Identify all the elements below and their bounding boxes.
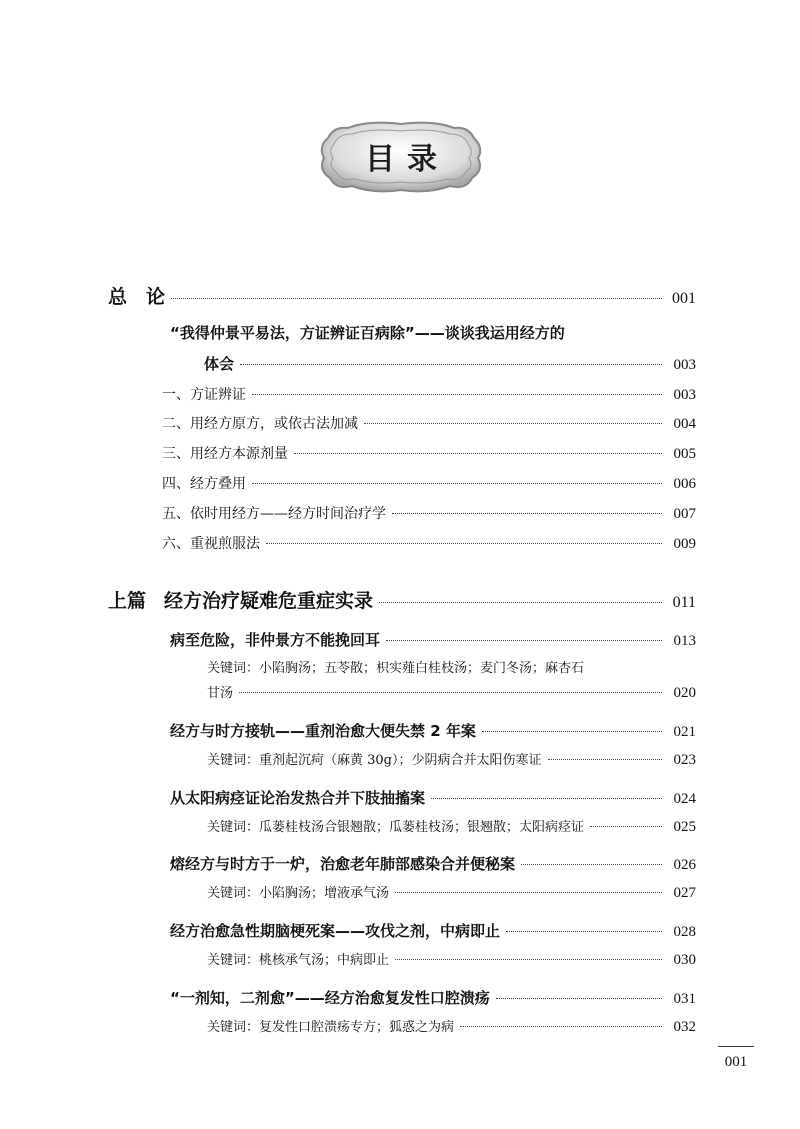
leader-dots <box>482 731 662 732</box>
leader-dots <box>431 798 662 799</box>
toc-entry-general-item[interactable] <box>162 413 696 433</box>
leader-dots <box>548 759 663 760</box>
keywords-text: 甘汤 <box>207 686 234 701</box>
toc-keywords[interactable] <box>207 949 696 969</box>
leader-dots <box>364 423 662 424</box>
toc-keywords[interactable] <box>207 682 696 702</box>
keywords-text: 关键词：小陷胸汤；增液承气汤 <box>207 886 390 901</box>
toc-entry-title: 五、依时用经方——经方时间治疗学 <box>162 506 386 522</box>
keywords-page: 032 <box>673 1019 696 1035</box>
keywords-text: 关键词：瓜蒌桂枝汤合银翘散；瓜蒌桂枝汤；银翘散；太阳病痉证 <box>207 820 585 835</box>
toc-entry-case[interactable] <box>170 853 696 874</box>
toc-entry-page: 011 <box>672 594 696 611</box>
toc-entry-page: 026 <box>673 857 696 873</box>
toc-entry-title: 体会 <box>204 355 235 373</box>
leader-dots <box>240 364 662 365</box>
leader-dots <box>395 959 662 960</box>
part-label: 上篇 <box>108 590 147 612</box>
toc-entry-page: 006 <box>673 476 696 492</box>
leader-dots <box>395 892 662 893</box>
leader-dots <box>496 998 662 999</box>
keywords-line1: 关键词：小陷胸汤；五苓散；枳实薤白桂枝汤；麦门冬汤；麻杏石 <box>207 661 585 676</box>
toc-entry-page: 024 <box>673 791 696 807</box>
leader-dots <box>379 602 662 603</box>
toc-heading: 目录 <box>365 142 449 177</box>
toc-keywords[interactable] <box>207 749 696 769</box>
leader-dots <box>521 864 662 865</box>
keywords-page: 020 <box>673 685 696 701</box>
toc-entry-title: 二、用经方原方，或依古法加减 <box>162 416 358 432</box>
toc-entry-general[interactable] <box>108 282 696 309</box>
toc-entry-page: 028 <box>673 924 696 940</box>
toc-entry-general-item[interactable] <box>204 353 696 374</box>
toc-entry-general-item[interactable] <box>162 503 696 523</box>
toc-entry-case[interactable] <box>170 720 696 741</box>
keywords-page: 023 <box>673 752 696 768</box>
toc-entry-part1[interactable] <box>108 586 696 613</box>
toc-entry-page: 001 <box>672 290 696 307</box>
keywords-text: 关键词：桃核承气汤；中病即止 <box>207 953 390 968</box>
keywords-page: 030 <box>673 952 696 968</box>
toc-entry-general-item[interactable] <box>162 384 696 404</box>
toc-keywords[interactable] <box>207 882 696 902</box>
toc-entry-title: 熔经方与时方于一炉，治愈老年肺部感染合并便秘案 <box>170 855 516 873</box>
leader-dots <box>239 692 662 693</box>
leader-dots <box>506 931 662 932</box>
leader-dots <box>266 543 662 544</box>
toc-entry-title: 从太阳病痉证论治发热合并下肢抽搐案 <box>170 789 426 807</box>
toc-entry-case[interactable] <box>170 787 696 808</box>
toc-entry-general-item[interactable] <box>162 533 696 553</box>
toc-entry-page: 003 <box>673 357 696 373</box>
toc-entry-page: 031 <box>673 991 696 1007</box>
leader-dots <box>171 298 662 299</box>
toc-entry-page: 009 <box>673 536 696 552</box>
keywords-page: 025 <box>673 819 696 835</box>
toc-entry-page: 013 <box>673 633 696 649</box>
keywords-text: 关键词：重剂起沉疴（麻黄 30g）；少阴病合并太阳伤寒证 <box>207 753 542 768</box>
toc-entry-title: 一、方证辨证 <box>162 387 246 403</box>
toc-entry-title: 经方与时方接轨——重剂治愈大便失禁 2 年案 <box>170 722 476 740</box>
toc-entry-line1[interactable]: “我得仲景平易法，方证辨证百病除”——谈谈我运用经方的 <box>170 324 565 342</box>
toc-entry-title: 三、用经方本源剂量 <box>162 446 288 462</box>
toc-entry-page: 003 <box>673 387 696 403</box>
toc-entry-case[interactable] <box>170 920 696 941</box>
page-number: 001 <box>724 1054 748 1070</box>
leader-dots <box>252 483 662 484</box>
toc-entry-title: 病至危险，非仲景方不能挽回耳 <box>170 631 381 649</box>
leader-dots <box>386 640 662 641</box>
toc-entry-general-item[interactable] <box>162 443 696 463</box>
keywords-text: 关键词：复发性口腔溃疡专方；狐惑之为病 <box>207 1020 455 1035</box>
toc-entry-general-item[interactable] <box>162 473 696 493</box>
toc-entry-title: 经方治疗疑难危重症实录 <box>164 590 374 612</box>
toc-entry-case[interactable] <box>170 629 696 650</box>
leader-dots <box>590 826 662 827</box>
leader-dots <box>460 1026 662 1027</box>
toc-entry-page: 021 <box>673 724 696 740</box>
keywords-page: 027 <box>673 885 696 901</box>
toc-entry-title: “一剂知，二剂愈”——经方治愈复发性口腔溃疡 <box>170 989 490 1007</box>
toc-keywords[interactable] <box>207 1016 696 1036</box>
footer-rule <box>718 1046 754 1047</box>
toc-entry-case[interactable] <box>170 987 696 1008</box>
toc-entry-page: 007 <box>673 506 696 522</box>
toc-entry-page: 004 <box>673 416 696 432</box>
toc-entry-title: 总 论 <box>108 286 166 308</box>
toc-entry-title: 经方治愈急性期脑梗死案——攻伐之剂，中病即止 <box>170 922 501 940</box>
toc-keywords[interactable] <box>207 816 696 836</box>
toc-entry-title: 六、重视煎服法 <box>162 536 260 552</box>
leader-dots <box>294 453 662 454</box>
leader-dots <box>252 394 662 395</box>
toc-entry-page: 005 <box>673 446 696 462</box>
leader-dots <box>392 513 662 514</box>
toc-entry-title: 四、经方叠用 <box>162 476 246 492</box>
